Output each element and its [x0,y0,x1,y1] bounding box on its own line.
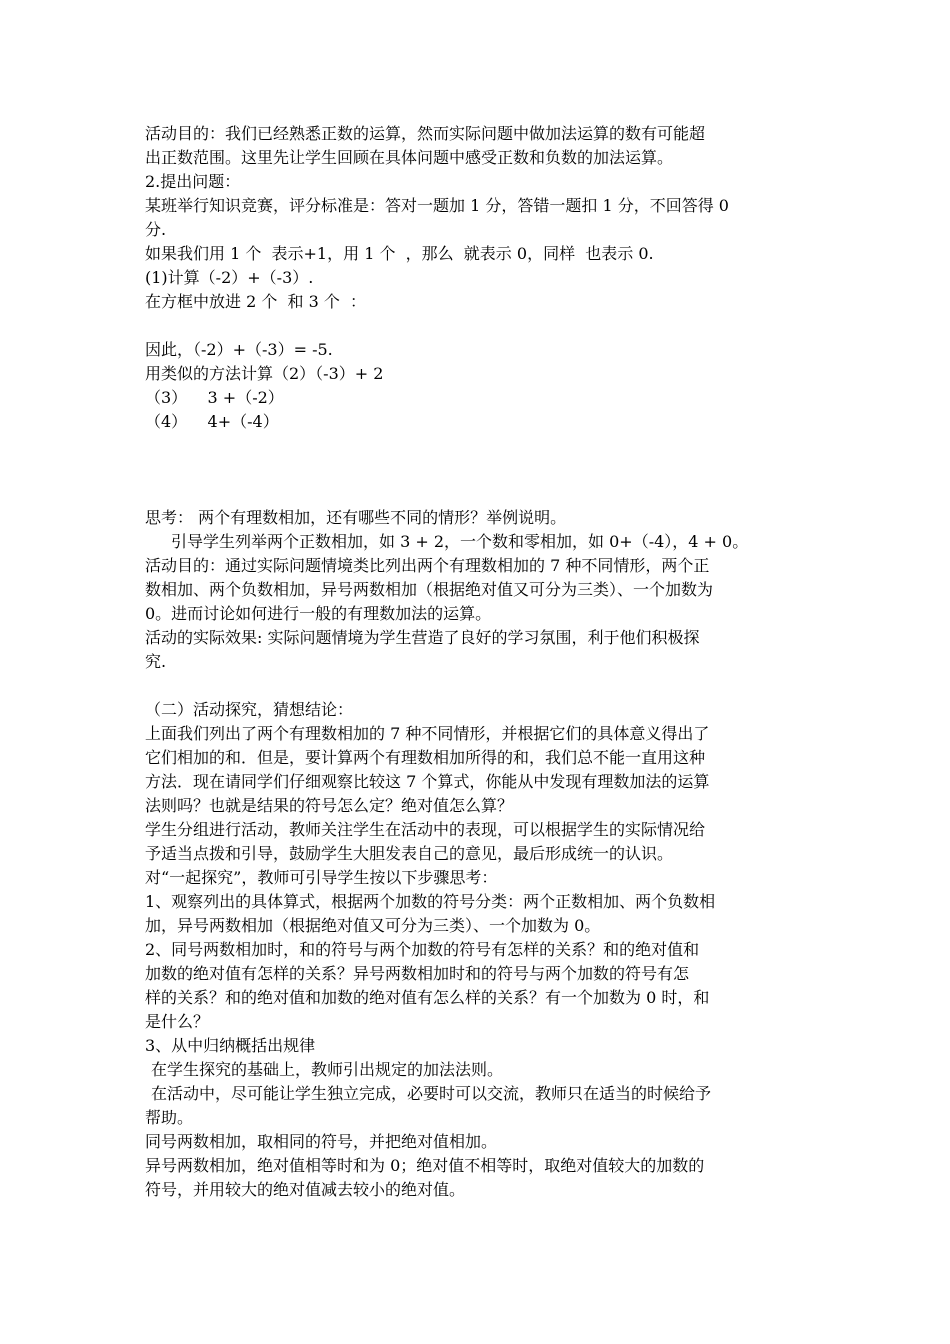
document-body [145,122,810,1202]
text-line: 活动目的：我们已经熟悉正数的运算，然而实际问题中做加法运算的数有可能超 [145,124,706,143]
text-line: 上面我们列出了两个有理数相加的 7 种不同情形，并根据它们的具体意义得出了 [145,724,710,743]
text-line: 同号两数相加，取相同的符号，并把绝对值相加。 [145,1132,498,1151]
text-line: 引导学生列举两个正数相加，如 3 + 2，一个数和零相加，如 0+（-4），4 + 0。 [171,532,749,551]
text-line: 它们相加的和．但是，要计算两个有理数相加所得的和，我们总不能一直用这种 [145,748,706,767]
text-line: 思考： 两个有理数相加，还有哪些不同的情形？举例说明。 [145,508,567,527]
text-line: 3、从中归纳概括出规律 [145,1036,316,1055]
text-line: 在学生探究的基础上，教师引出规定的加法法则。 [151,1060,504,1079]
text-line: 究. [145,652,167,671]
section-heading: （二）活动探究，猜想结论： [145,700,354,719]
text-line: 2、同号两数相加时，和的符号与两个加数的符号有怎样的关系？和的绝对值和 [145,940,700,959]
blank-line [145,314,810,338]
blank-line [145,674,810,698]
text-line: 方法．现在请同学们仔细观察比较这 7 个算式，你能从中发现有理数加法的运算 [145,772,710,791]
text-line: 法则吗？也就是结果的符号怎么定？绝对值怎么算？ [145,796,514,815]
text-line: 在方框中放进 2 个 和 3 个 ： [145,292,367,311]
text-line: 用类似的方法计算（2）（-3）+ 2 [145,364,384,383]
text-line: 活动的实际效果: 实际问题情境为学生营造了良好的学习氛围，利于他们积极探 [145,628,700,647]
text-line: 是什么？ [145,1012,210,1031]
text-line: （4） 4+（-4） [145,412,279,431]
text-line: 数相加、两个负数相加，异号两数相加（根据绝对值又可分为三类）、一个加数为 [145,580,714,599]
text-line: 学生分组进行活动，教师关注学生在活动中的表现，可以根据学生的实际情况给 [145,820,706,839]
text-line: 异号两数相加，绝对值相等时和为 0；绝对值不相等时，取绝对值较大的加数的 [145,1156,705,1175]
text-line: 出正数范围。这里先让学生回顾在具体问题中感受正数和负数的加法运算。 [145,148,674,167]
section-heading: 2.提出问题： [145,172,241,191]
text-line: 某班举行知识竞赛，评分标准是：答对一题加 1 分，答错一题扣 1 分，不回答得 0 [145,196,729,215]
text-line: 对“一起探究”，教师可引导学生按以下步骤思考： [145,868,498,887]
text-line: 帮助。 [145,1108,194,1127]
text-line: （3） 3 +（-2） [145,388,284,407]
text-line: 1、观察列出的具体算式，根据两个加数的符号分类：两个正数相加、两个负数相 [145,892,716,911]
text-line: 如果我们用 1 个 表示+1，用 1 个 ，那么 就表示 0，同样 也表示 0. [145,244,654,263]
blank-space [145,434,810,506]
text-line: 在活动中，尽可能让学生独立完成，必要时可以交流，教师只在适当的时候给予 [151,1084,712,1103]
text-line: 分. [145,220,167,239]
text-line: 0。进而讨论如何进行一般的有理数加法的运算。 [145,604,492,623]
text-line: 符号，并用较大的绝对值减去较小的绝对值。 [145,1180,466,1199]
text-line: 因此，（-2）+（-3）= -5. [145,340,333,359]
text-line: 活动目的：通过实际问题情境类比列出两个有理数相加的 7 种不同情形，两个正 [145,556,710,575]
text-line: 加，异号两数相加（根据绝对值又可分为三类）、一个加数为 0。 [145,916,601,935]
text-line: 加数的绝对值有怎样的关系？异号两数相加时和的符号与两个加数的符号有怎 [145,964,690,983]
text-line: 样的关系？和的绝对值和加数的绝对值有怎么样的关系？有一个加数为 0 时，和 [145,988,710,1007]
text-line: 予适当点拨和引导，鼓励学生大胆发表自己的意见，最后形成统一的认识。 [145,844,674,863]
text-line: (1)计算（-2）+（-3）. [145,268,314,287]
